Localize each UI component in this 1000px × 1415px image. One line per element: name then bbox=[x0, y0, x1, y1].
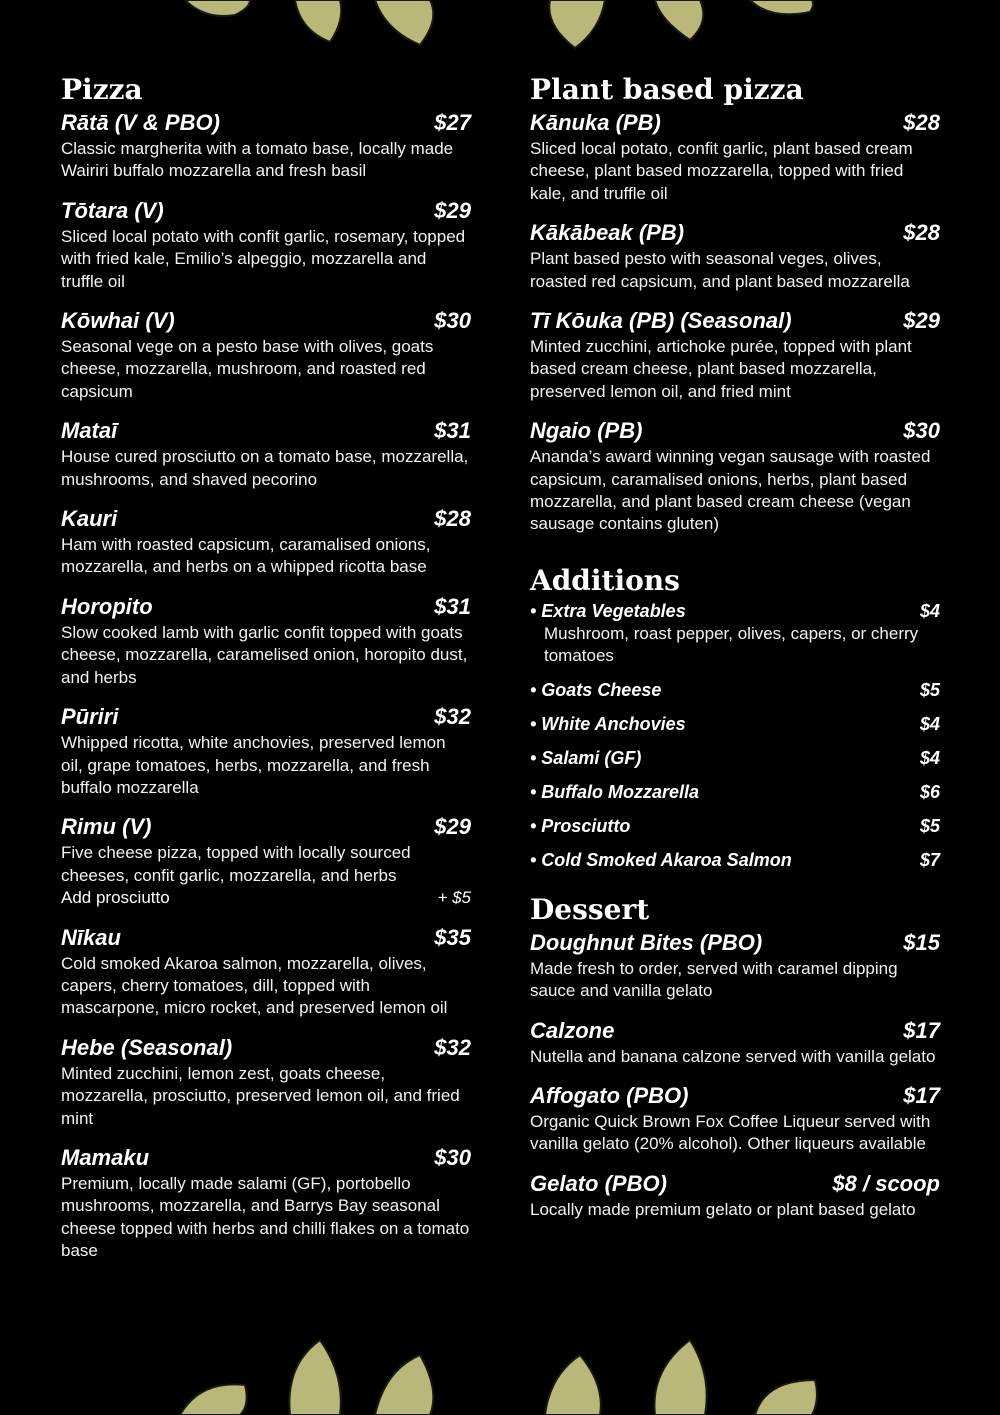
item-name: Affogato (PBO) bbox=[530, 1082, 689, 1108]
addition-item bbox=[530, 746, 940, 770]
item-description: Seasonal vege on a pesto base with olives, goats cheese, mozzarella, mushroom, and roasted red capsicum bbox=[61, 337, 434, 401]
item-description: Minted zucchini, artichoke purée, topped with plant based cream cheese, plant based mozzarella, preserved lemon oil, and fried mint bbox=[530, 337, 912, 401]
menu-item bbox=[61, 108, 471, 183]
additions-section-title: Additions bbox=[530, 563, 680, 597]
leaf-icon bbox=[289, 1340, 340, 1415]
pizza-section-title: Pizza bbox=[61, 73, 143, 106]
menu-item bbox=[61, 1143, 471, 1263]
item-description: House cured prosciutto on a tomato base, mozzarella, mushrooms, and shaved pecorino bbox=[61, 447, 469, 489]
leaf-icon bbox=[375, 1355, 433, 1415]
item-price: $17 bbox=[903, 1082, 940, 1108]
addition-name: • Salami (GF) bbox=[530, 747, 642, 768]
item-price: $17 bbox=[903, 1017, 940, 1043]
menu-item bbox=[530, 416, 940, 536]
item-name: Kōwhai (V) bbox=[61, 308, 175, 334]
item-price: $29 bbox=[434, 814, 471, 840]
item-name: Kauri bbox=[61, 506, 118, 532]
addition-item bbox=[530, 712, 940, 736]
item-name: Kākābeak (PB) bbox=[530, 220, 685, 246]
item-description: Plant based pesto with seasonal veges, olives, roasted red capsicum, and plant based mozzarella bbox=[530, 249, 910, 291]
addition-price: $5 bbox=[919, 679, 940, 700]
addition-item bbox=[530, 848, 940, 872]
addition-price: $5 bbox=[919, 815, 940, 836]
item-description: Sliced local potato, confit garlic, plant based cream cheese, plant based mozzarella, topped with fried kale, and truffle oil bbox=[530, 139, 913, 203]
item-description: Made fresh to order, served with caramel dipping sauce and vanilla gelato bbox=[530, 958, 898, 1001]
dessert-section bbox=[530, 892, 940, 1221]
addition-name: • Buffalo Mozzarella bbox=[530, 781, 699, 802]
menu-item bbox=[61, 702, 471, 799]
addition-price: $4 bbox=[919, 600, 940, 621]
item-name: Calzone bbox=[530, 1017, 615, 1043]
item-name: Mataī bbox=[61, 418, 118, 444]
item-price: $30 bbox=[434, 308, 471, 334]
addition-price: $4 bbox=[919, 747, 940, 768]
item-price: $8 / scoop bbox=[832, 1170, 940, 1196]
item-price: $30 bbox=[434, 1144, 471, 1170]
plant-section-title: Plant based pizza bbox=[530, 73, 804, 106]
item-addon bbox=[61, 887, 471, 909]
addition-price: $7 bbox=[919, 849, 940, 870]
menu-item bbox=[530, 306, 940, 403]
item-name: Tōtara (V) bbox=[61, 197, 164, 223]
item-name: Rimu (V) bbox=[61, 814, 152, 840]
menu-item bbox=[530, 1016, 940, 1068]
menu-item bbox=[530, 218, 940, 293]
addition-name: • Prosciutto bbox=[530, 815, 631, 836]
item-price: $27 bbox=[434, 110, 471, 135]
item-name: Kānuka (PB) bbox=[530, 110, 661, 135]
item-description: Locally made premium gelato or plant based gelato bbox=[530, 1199, 916, 1219]
bottom-leaf-decoration bbox=[0, 1335, 1000, 1415]
menu-item bbox=[530, 1169, 940, 1221]
item-name: Hebe (Seasonal) bbox=[61, 1034, 233, 1060]
menu-item bbox=[61, 812, 471, 909]
menu-item bbox=[61, 923, 471, 1020]
item-name: Rātā (V & PBO) bbox=[61, 110, 220, 135]
item-price: $29 bbox=[434, 197, 471, 223]
addon-label: Add prosciutto bbox=[61, 888, 170, 908]
addition-name: • Goats Cheese bbox=[530, 679, 662, 700]
leaf-icon bbox=[295, 0, 341, 42]
item-name: Pūriri bbox=[61, 704, 119, 730]
item-description: Ananda’s award winning vegan sausage with roasted capsicum, caramalised onions, herbs, plant based mozzarella, and plant based cream cheese (vegan sausage contains gluten) bbox=[530, 447, 931, 534]
addition-description: Mushroom, roast pepper, olives, capers, or cherry tomatoes bbox=[544, 623, 919, 666]
item-name: Nīkau bbox=[61, 924, 121, 950]
menu-item bbox=[61, 1033, 471, 1130]
item-description: Five cheese pizza, topped with locally sourced cheeses, confit garlic, mozzarella, and herbs bbox=[61, 843, 411, 885]
menu-item bbox=[61, 504, 471, 579]
menu-item bbox=[530, 108, 940, 205]
item-description: Nutella and banana calzone served with vanilla gelato bbox=[530, 1046, 936, 1066]
addition-name: • Cold Smoked Akaroa Salmon bbox=[530, 849, 792, 870]
addition-price: $4 bbox=[919, 713, 940, 734]
leaf-icon bbox=[655, 0, 703, 40]
item-price: $30 bbox=[903, 418, 940, 444]
leaf-icon bbox=[654, 1340, 706, 1415]
item-price: $28 bbox=[434, 506, 471, 532]
item-name: Mamaku bbox=[61, 1144, 150, 1170]
leaf-icon bbox=[180, 1384, 247, 1415]
menu-item bbox=[61, 196, 471, 293]
addition-item bbox=[530, 780, 940, 804]
item-description: Minted zucchini, lemon zest, goats cheese, mozzarella, prosciutto, preserved lemon oil, and fried mint bbox=[61, 1063, 460, 1128]
addition-price: $6 bbox=[919, 781, 940, 802]
item-price: $28 bbox=[903, 110, 940, 135]
item-price: $29 bbox=[903, 308, 940, 334]
right-column bbox=[530, 72, 940, 1234]
item-description: Ham with roasted capsicum, caramalised onions, mozzarella, and herbs on a whipped ricotta base bbox=[61, 535, 431, 577]
item-name: Gelato (PBO) bbox=[530, 1170, 667, 1196]
menu-item bbox=[61, 592, 471, 689]
item-name: Ngaio (PB) bbox=[530, 418, 643, 444]
leaf-icon bbox=[375, 0, 433, 45]
item-name: Doughnut Bites (PBO) bbox=[530, 929, 763, 955]
dessert-section-title: Dessert bbox=[530, 892, 650, 926]
leaf-icon bbox=[755, 1380, 817, 1415]
menu-item bbox=[61, 416, 471, 491]
item-name: Horopito bbox=[61, 593, 153, 619]
addition-item bbox=[530, 814, 940, 838]
addition-item bbox=[530, 678, 940, 702]
addition-item bbox=[530, 599, 940, 668]
item-price: $31 bbox=[434, 418, 471, 444]
pizza-column bbox=[61, 72, 471, 1276]
item-description: Slow cooked lamb with garlic confit topped with goats cheese, mozzarella, caramelised onion, horopito dust, and herbs bbox=[61, 622, 468, 687]
leaf-icon bbox=[545, 1355, 601, 1415]
leaf-icon bbox=[750, 0, 813, 14]
item-price: $35 bbox=[434, 924, 471, 950]
top-leaf-decoration bbox=[0, 0, 1000, 70]
item-price: $32 bbox=[434, 1034, 471, 1060]
menu-item bbox=[61, 306, 471, 403]
item-name: Tī Kōuka (PB) (Seasonal) bbox=[530, 308, 792, 334]
addition-name: • White Anchovies bbox=[530, 713, 686, 734]
leaf-icon bbox=[549, 0, 605, 48]
item-description: Classic margherita with a tomato base, locally made Wairiri buffalo mozzarella and fresh basil bbox=[61, 139, 454, 181]
addition-name: • Extra Vegetables bbox=[530, 600, 686, 621]
additions-section bbox=[530, 563, 940, 872]
item-price: $32 bbox=[434, 704, 471, 730]
leaf-icon bbox=[185, 0, 250, 16]
item-description: Organic Quick Brown Fox Coffee Liqueur served with vanilla gelato (20% alcohol). Other liqueurs available bbox=[530, 1111, 931, 1154]
item-description: Premium, locally made salami (GF), portobello mushrooms, mozzarella, and Barrys Bay seasonal cheese topped with herbs and chilli flakes on a tomato base bbox=[61, 1173, 470, 1261]
addon-price: + $5 bbox=[437, 888, 471, 908]
item-description: Cold smoked Akaroa salmon, mozzarella, olives, capers, cherry tomatoes, dill, topped with mascarpone, micro rocket, and preserved lemon oil bbox=[61, 953, 448, 1018]
item-price: $28 bbox=[903, 220, 940, 246]
menu-item bbox=[530, 928, 940, 1003]
item-price: $15 bbox=[903, 929, 940, 955]
item-price: $31 bbox=[434, 593, 471, 619]
item-description: Whipped ricotta, white anchovies, preserved lemon oil, grape tomatoes, herbs, mozzarella, and fresh buffalo mozzarella bbox=[61, 733, 446, 797]
item-description: Sliced local potato with confit garlic, rosemary, topped with fried kale, Emilio’s alpeggio, mozzarella and truffle oil bbox=[61, 226, 466, 291]
menu-item bbox=[530, 1081, 940, 1156]
